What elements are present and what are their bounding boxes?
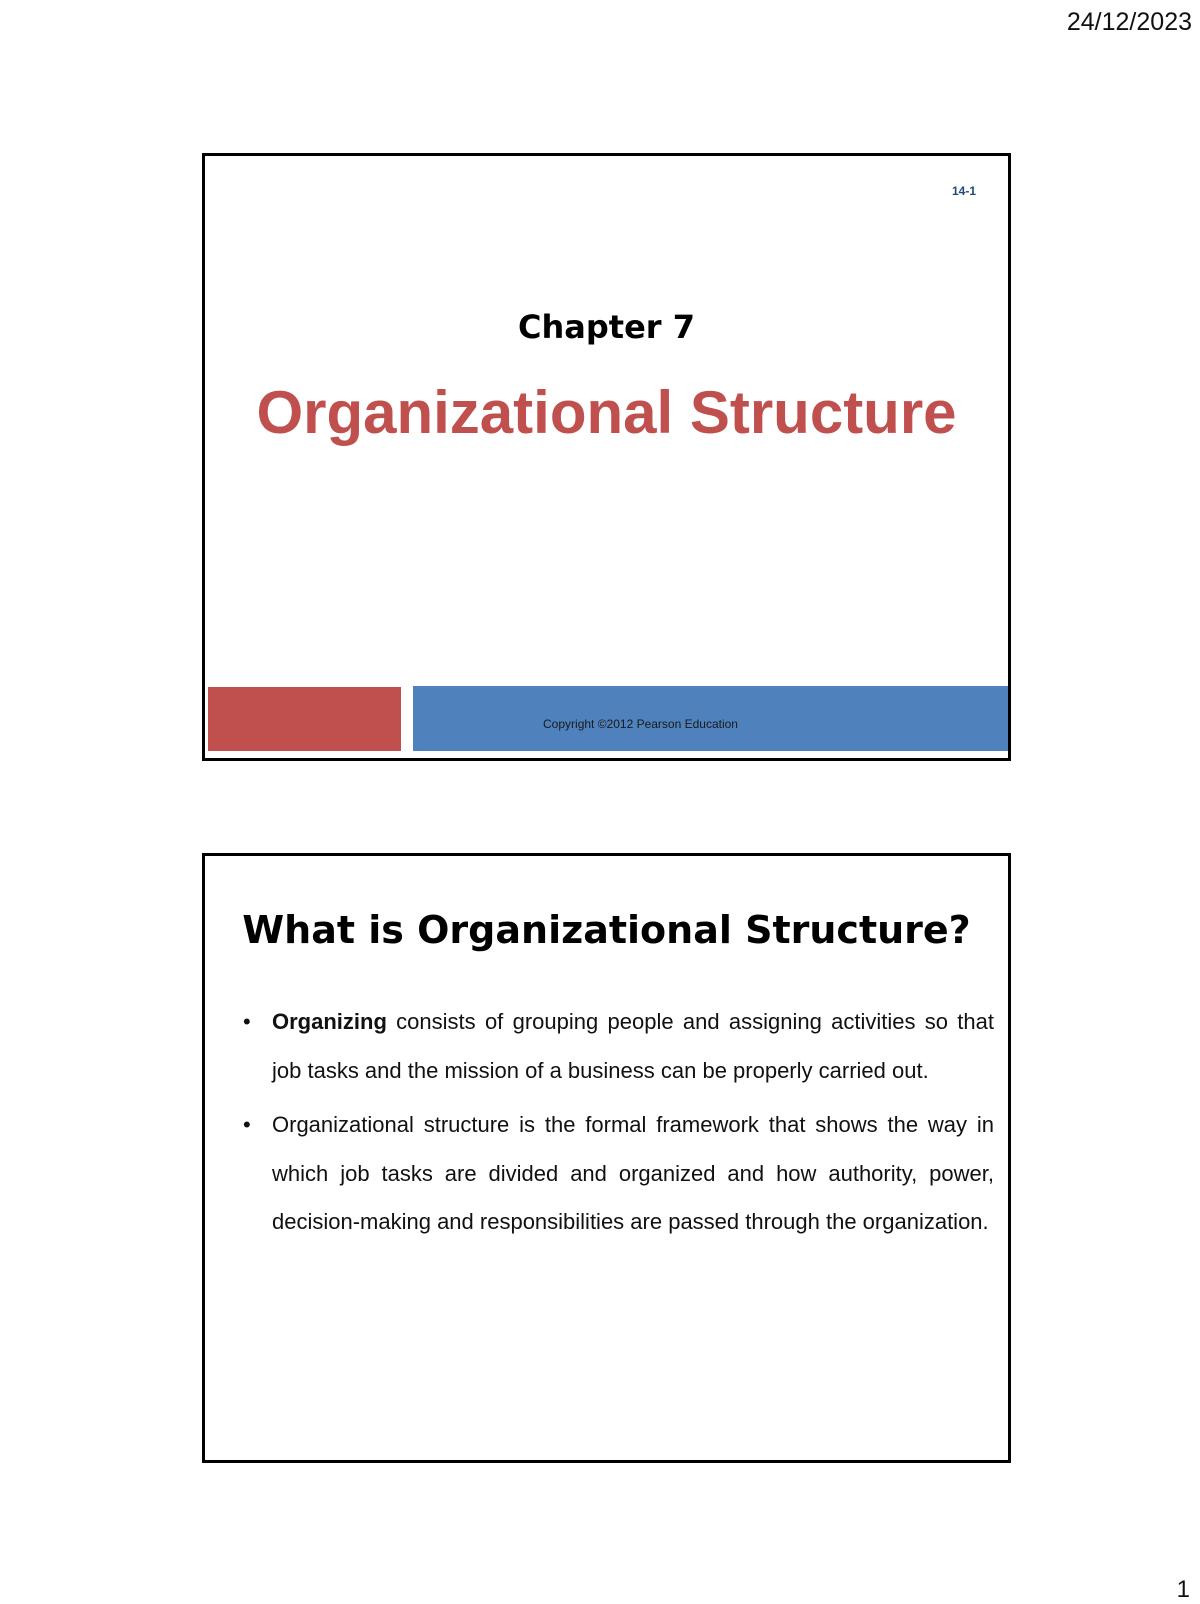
blue-footer-bar [413, 686, 1008, 751]
page-number: 1 [1176, 1576, 1190, 1603]
copyright-text: Copyright ©2012 Pearson Education [543, 717, 738, 731]
slide-number: 14-1 [952, 184, 977, 198]
slide-title-text: Organizational Structure [256, 379, 957, 446]
red-footer-bar [208, 687, 401, 751]
bullet-item [272, 998, 994, 1095]
slide-title [202, 153, 1011, 761]
bullet-text: consists of grouping people and assigning activities so that job tasks and the mission of a business can be properly carried out. [272, 1009, 994, 1083]
bullet-list [243, 998, 994, 1253]
bullet-text: Organizational structure is the formal framework that shows the way in which job tasks are divided and organized and how authority, power, decision-making and responsibilities are passed through the organization. [272, 1112, 994, 1234]
bullet-item [272, 1101, 994, 1247]
bullet-bold-term: Organizing [272, 1009, 387, 1034]
chapter-label: Chapter 7 [518, 308, 695, 346]
slide-definition [202, 853, 1011, 1463]
print-date: 24/12/2023 [1066, 8, 1192, 36]
slide-heading: What is Organizational Structure? [242, 908, 971, 952]
